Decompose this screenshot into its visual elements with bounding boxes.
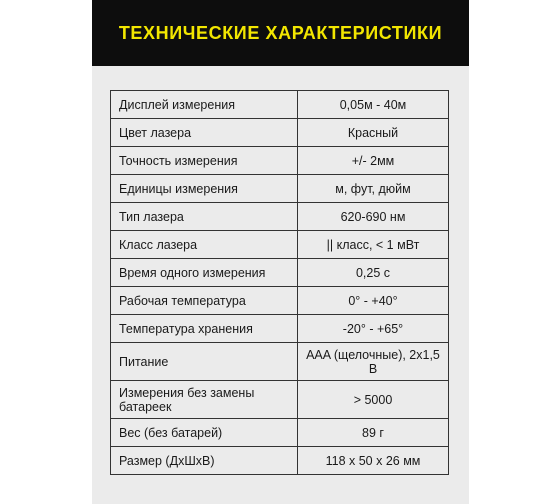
spec-value: AAA (щелочные), 2х1,5 В bbox=[298, 343, 449, 381]
table-row bbox=[111, 343, 449, 381]
table-row bbox=[111, 287, 449, 315]
spec-label: Температура хранения bbox=[111, 315, 298, 343]
table-row bbox=[111, 419, 449, 447]
spec-value: || класс, < 1 мВт bbox=[298, 231, 449, 259]
spec-value: 620-690 нм bbox=[298, 203, 449, 231]
spec-label: Вес (без батарей) bbox=[111, 419, 298, 447]
spec-label: Класс лазера bbox=[111, 231, 298, 259]
spec-value: 0° - +40° bbox=[298, 287, 449, 315]
specs-table bbox=[110, 90, 449, 475]
spec-label: Дисплей измерения bbox=[111, 91, 298, 119]
table-row bbox=[111, 91, 449, 119]
table-row bbox=[111, 147, 449, 175]
header-bar bbox=[92, 0, 469, 66]
spec-value: м, фут, дюйм bbox=[298, 175, 449, 203]
spec-sheet bbox=[92, 0, 469, 504]
spec-label: Рабочая температура bbox=[111, 287, 298, 315]
page-title: ТЕХНИЧЕСКИЕ ХАРАКТЕРИСТИКИ bbox=[118, 22, 443, 43]
spec-value: +/- 2мм bbox=[298, 147, 449, 175]
table-row bbox=[111, 447, 449, 475]
spec-label: Точность измерения bbox=[111, 147, 298, 175]
spec-value: 0,25 с bbox=[298, 259, 449, 287]
spec-label: Время одного измерения bbox=[111, 259, 298, 287]
spec-label: Размер (ДхШхВ) bbox=[111, 447, 298, 475]
spec-label: Измерения без замены батареек bbox=[111, 381, 298, 419]
table-row bbox=[111, 259, 449, 287]
spec-value: Красный bbox=[298, 119, 449, 147]
spec-label: Питание bbox=[111, 343, 298, 381]
table-row bbox=[111, 231, 449, 259]
table-row bbox=[111, 381, 449, 419]
table-row bbox=[111, 315, 449, 343]
spec-value: 0,05м - 40м bbox=[298, 91, 449, 119]
spec-label: Единицы измерения bbox=[111, 175, 298, 203]
table-row bbox=[111, 175, 449, 203]
spec-value: > 5000 bbox=[298, 381, 449, 419]
spec-value: 118 х 50 х 26 мм bbox=[298, 447, 449, 475]
spec-value: 89 г bbox=[298, 419, 449, 447]
spec-label: Тип лазера bbox=[111, 203, 298, 231]
spec-label: Цвет лазера bbox=[111, 119, 298, 147]
table-row bbox=[111, 119, 449, 147]
spec-value: -20° - +65° bbox=[298, 315, 449, 343]
table-row bbox=[111, 203, 449, 231]
